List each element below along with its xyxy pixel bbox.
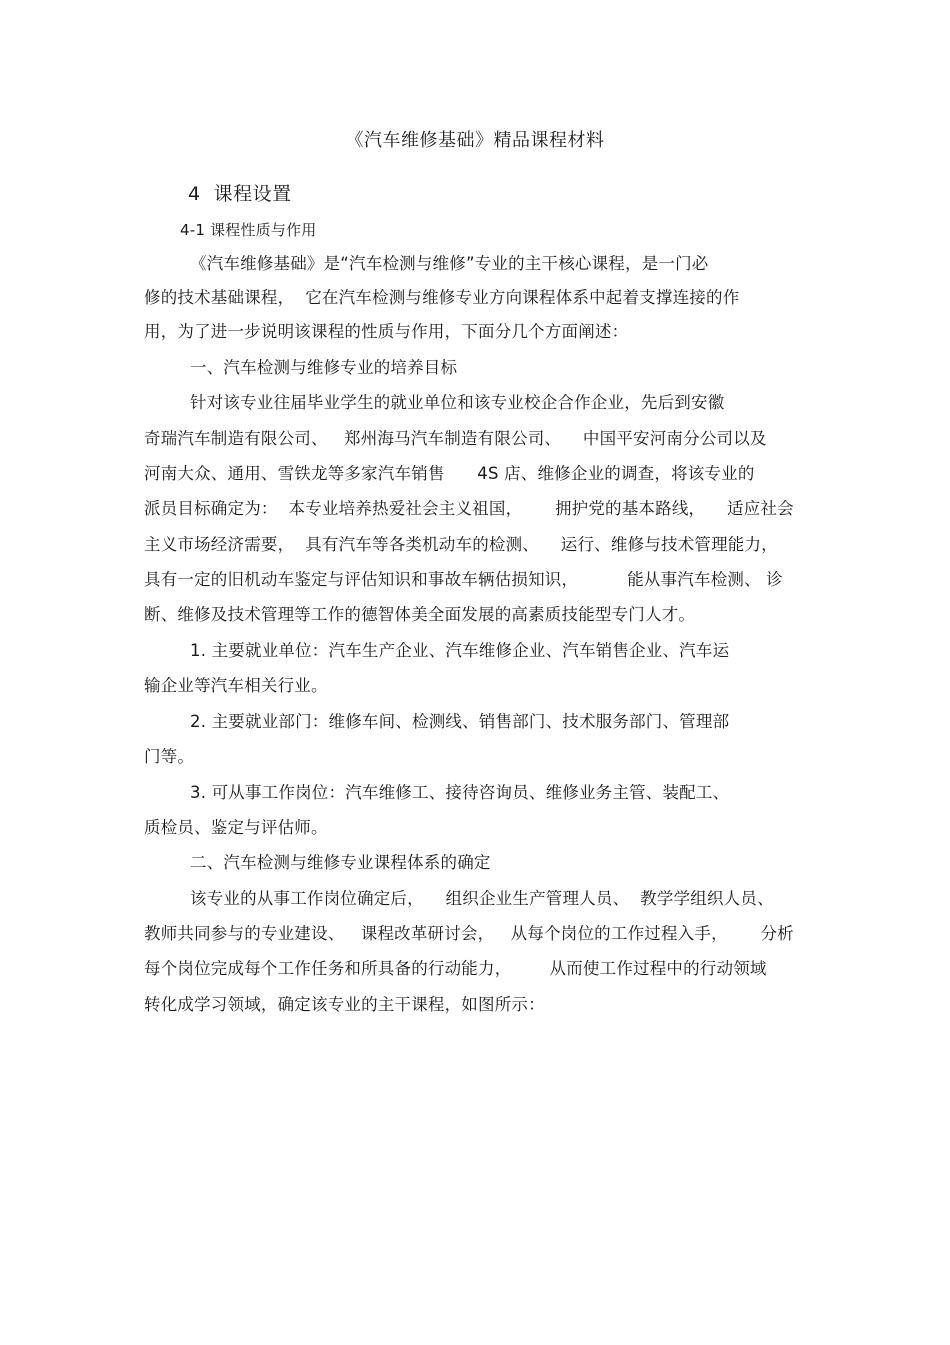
- paragraph-line: 针对该专业往届毕业学生的就业单位和该专业校企合作企业，先后到安徽: [190, 393, 725, 412]
- paragraph-line: 具有一定的旧机动车鉴定与评估知识和事故车辆估损知识， 能从事汽车检测、 诊: [144, 570, 783, 589]
- list-heading: 一、汽车检测与维修专业的培养目标: [190, 358, 458, 377]
- paragraph-line: 修的技术基础课程， 它在汽车检测与维修专业方向课程体系中起着支撑连接的作: [144, 288, 740, 307]
- paragraph-line: 主义市场经济需要， 具有汽车等各类机动车的检测、 运行、维修与技术管理能力，: [144, 535, 778, 554]
- paragraph-line: 该专业的从事工作岗位确定后， 组织企业生产管理人员、 教学学组织人员、: [190, 889, 774, 908]
- paragraph-line: 断、维修及技术管理等工作的德智体美全面发展的高素质技能型专门人才。: [144, 605, 696, 624]
- document-title: 《汽车维修基础》精品课程材料: [345, 130, 605, 151]
- list-item: 3. 可从事工作岗位：汽车维修工、接待咨询员、维修业务主管、装配工、: [190, 783, 730, 802]
- list-item-continuation: 门等。: [144, 747, 195, 766]
- subsection-heading: 4-1 课程性质与作用: [180, 221, 317, 239]
- section-heading: 4 课程设置: [188, 183, 292, 205]
- list-item: 1. 主要就业单位：汽车生产企业、汽车维修企业、汽车销售企业、汽车运: [190, 641, 730, 660]
- paragraph-line: 《汽车维修基础》是“汽车检测与维修”专业的主干核心课程，是一门必: [190, 254, 709, 273]
- list-item: 2. 主要就业部门：维修车间、检测线、销售部门、技术服务部门、管理部: [190, 712, 730, 731]
- paragraph-line: 河南大众、通用、雪铁龙等多家汽车销售 4S 店、维修企业的调查，将该专业的: [144, 464, 755, 483]
- list-heading: 二、汽车检测与维修专业课程体系的确定: [190, 853, 491, 872]
- paragraph-line: 每个岗位完成每个工作任务和所具备的行动能力， 从而使工作过程中的行动领域: [144, 959, 767, 978]
- paragraph-line: 奇瑞汽车制造有限公司、 郑州海马汽车制造有限公司、 中国平安河南分公司以及: [144, 429, 767, 448]
- paragraph-line: 转化成学习领域，确定该专业的主干课程，如图所示：: [144, 995, 545, 1014]
- paragraph-line: 用，为了进一步说明该课程的性质与作用，下面分几个方面阐述：: [144, 322, 629, 341]
- paragraph-line: 教师共同参与的专业建设、 课程改革研讨会， 从每个岗位的工作过程入手， 分析: [144, 924, 794, 943]
- list-item-continuation: 质检员、鉴定与评估师。: [144, 818, 328, 837]
- list-item-continuation: 输企业等汽车相关行业。: [144, 676, 328, 695]
- paragraph-line: 派员目标确定为： 本专业培养热爱社会主义祖国， 拥护党的基本路线， 适应社会: [144, 499, 794, 518]
